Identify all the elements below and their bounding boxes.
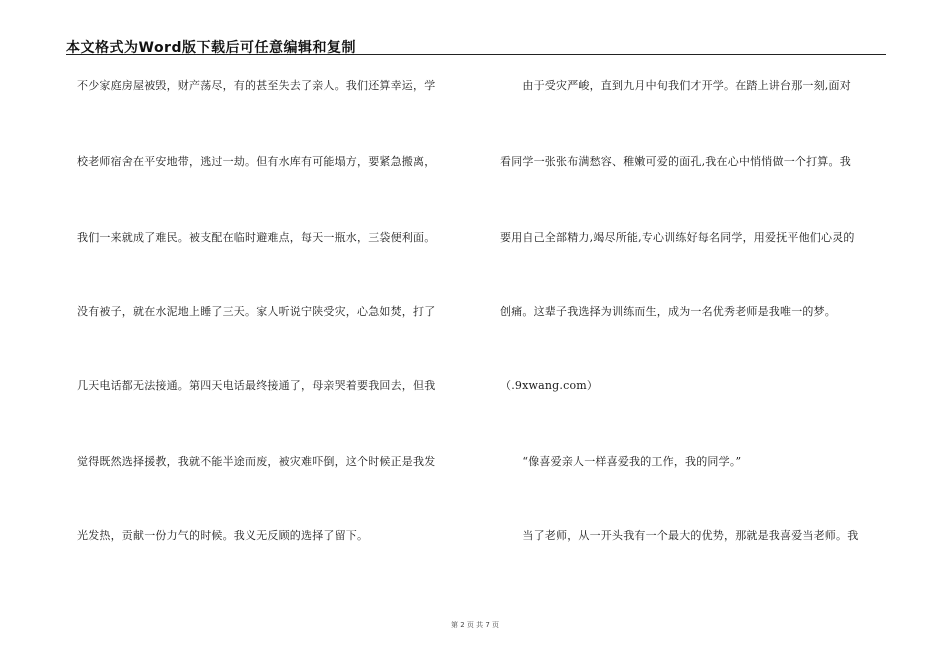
left-paragraph-line: 不少家庭房屋被毁，财产荡尽，有的甚至失去了亲人。我们还算幸运，学 [77, 79, 436, 92]
left-paragraph-line: 几天电话都无法接通。第四天电话最终接通了，母亲哭着要我回去，但我 [77, 379, 436, 392]
document-header-title: 本文格式为Word版下载后可任意编辑和复制 [66, 40, 356, 56]
right-paragraph-line: 看同学一张张布满愁容、稚嫩可爱的面孔,我在心中悄悄做一个打算。我 [500, 155, 851, 168]
left-paragraph-line: 校老师宿舍在平安地带，逃过一劫。但有水库有可能塌方，要紧急搬离， [77, 155, 436, 168]
right-paragraph-line: 当了老师，从一开头我有一个最大的优势，那就是我喜爱当老师。我 [500, 529, 859, 542]
right-paragraph-line: 创痛。这辈子我选择为训练而生，成为一名优秀老师是我唯一的梦。 [500, 305, 836, 318]
right-paragraph-line: （.9xwang.com） [500, 379, 599, 392]
left-paragraph-line: 觉得既然选择援教，我就不能半途而废，被灾难吓倒，这个时候正是我发 [77, 455, 436, 468]
right-paragraph-line: “像喜爱亲人一样喜爱我的工作，我的同学。” [500, 455, 742, 468]
page-number-footer: 第 2 页 共 7 页 [450, 621, 500, 629]
header-divider [66, 54, 886, 55]
left-paragraph-line: 没有被子，就在水泥地上睡了三天。家人听说宁陕受灾，心急如焚，打了 [77, 305, 436, 318]
right-paragraph-line: 要用自己全部精力,竭尽所能,专心训练好每名同学，用爱抚平他们心灵的 [500, 231, 855, 244]
right-paragraph-line: 由于受灾严峻，直到九月中旬我们才开学。在踏上讲台那一刻,面对 [500, 79, 851, 92]
left-paragraph-line: 光发热，贡献一份力气的时候。我义无反顾的选择了留下。 [77, 529, 369, 542]
left-paragraph-line: 我们一来就成了难民。被支配在临时避难点，每天一瓶水，三袋便利面。 [77, 231, 436, 244]
